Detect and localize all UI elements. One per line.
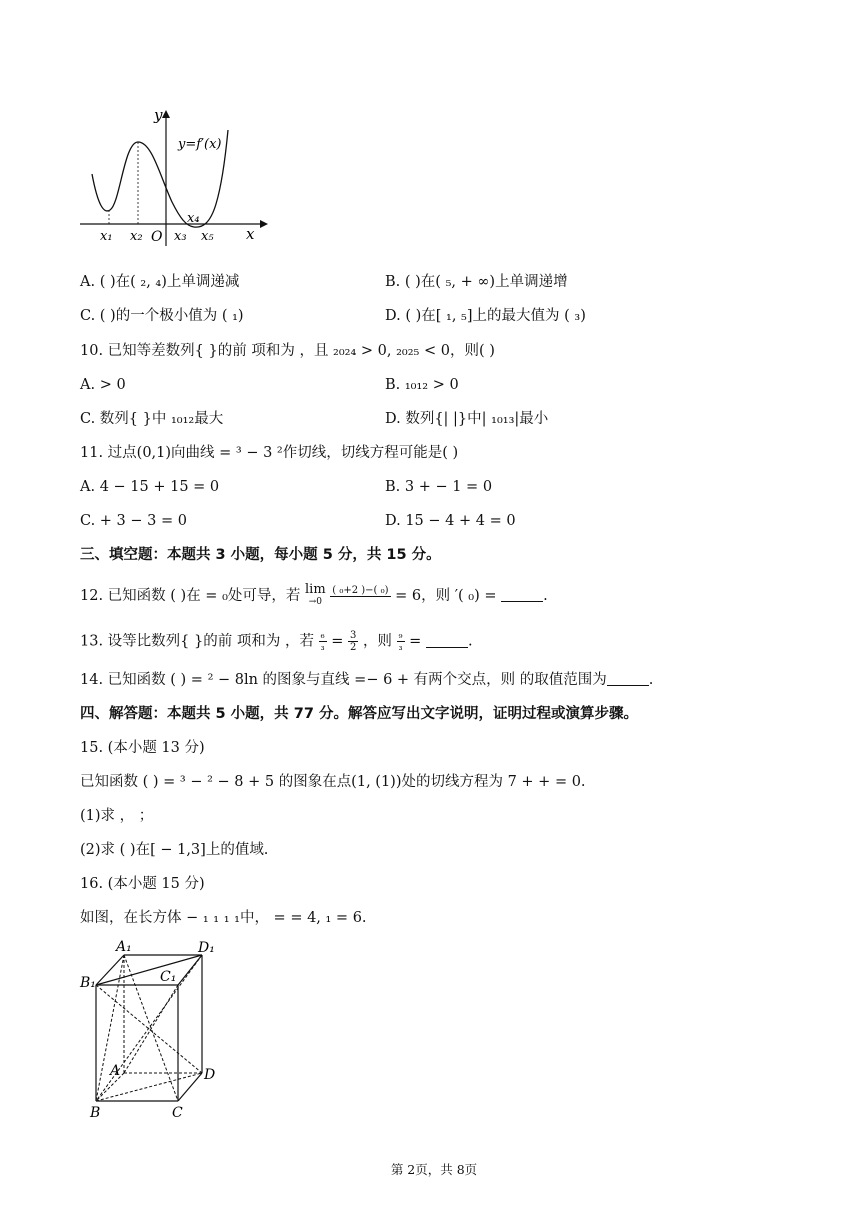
q15-part-1: (1)求 ， ； [80,808,154,824]
curve-label: y=f′(x) [178,137,222,152]
page-footer: 第 2页，共 8页 [390,1162,478,1177]
q14-end: . [648,672,654,688]
q13-then: ，则 [362,633,392,650]
q13-fraction-3 [397,630,405,653]
q12-lim-word: lim [305,582,326,597]
q10-option-b: B. ₁₀₁₂ > 0 [385,377,459,393]
label-d1: D₁ [198,940,215,956]
x5-label: x₅ [201,229,214,244]
q9-option-c: C. ( )的一个极小值为 ( ₁) [80,308,244,324]
cuboid-figure [76,935,236,1120]
q15-part-2: (2)求 ( )在[ − 1,3]上的值域. [80,842,269,858]
derivative-graph [76,106,276,246]
q13-line [80,630,473,653]
x4-label: x₄ [187,211,200,226]
q12-suffix: = 6，则 ′( ₀) = [395,588,497,604]
q13-f2-den: 2 [349,642,357,653]
diag-b1-d1 [96,955,202,985]
edge-c-d [178,1073,202,1101]
diag-c1-a [124,985,178,1073]
label-c1: C₁ [160,969,177,985]
q11-option-d: D. 15 − 4 + 4 = 0 [385,513,516,529]
label-a: A [110,1063,121,1079]
x2-label: x₂ [130,229,143,244]
q10-option-c: C. 数列{ }中 ₁₀₁₂最大 [80,411,224,427]
q16-stem: 如图，在长方体 − ₁ ₁ ₁ ₁中， = = 4, ₁ = 6. [80,910,367,926]
q11-option-c: C. + 3 − 3 = 0 [80,513,187,529]
section-3-heading: 三、填空题：本题共 3 小题，每小题 5 分，共 15 分。 [80,547,441,563]
label-c: C [172,1105,183,1120]
q13-fraction-1 [319,630,327,653]
diag-a1-b [96,955,124,1101]
q16-heading: 16. (本小题 15 分) [80,876,205,892]
q14-text: 14. 已知函数 ( ) = ² − 8ln 的图象与直线 =− 6 + 有两个交点，则 的取值范围为 [80,672,607,688]
q15-stem: 已知函数 ( ) = ³ − ² − 8 + 5 的图象在点(1, (1))处的切线方程为 7 + + = 0. [80,774,586,790]
x-axis-arrow [260,220,268,228]
x-axis-label: x [246,225,255,243]
q12-frac-den [330,597,390,608]
q13-mid: = [331,633,344,650]
q12-prefix: 12. 已知函数 ( )在 = ₀处可导，若 [80,588,301,604]
origin-label: O [151,229,163,245]
x3-label: x₃ [174,229,187,244]
label-d: D [204,1067,216,1083]
q10-option-a: A. > 0 [80,377,126,393]
label-b1: B₁ [80,975,96,991]
q13-f2-num: 3 [349,630,357,641]
q15-heading: 15. (本小题 13 分) [80,740,205,756]
q13-fraction-2 [348,630,358,653]
q13-f3-den: ₃ [398,642,403,653]
q13-prefix: 13. 设等比数列{ }的前 项和为 ，若 [80,633,314,650]
y-axis-arrow [162,110,170,118]
q12-line [80,584,548,608]
q12-answer-blank[interactable] [501,587,543,602]
q10-stem: 10. 已知等差数列{ }的前 项和为 ，且 ₂₀₂₄ > 0, ₂₀₂₅ < 0，则( ) [80,343,495,359]
label-a1: A₁ [116,939,132,955]
q13-f1-num: ₆ [320,630,325,641]
q14-answer-blank[interactable] [607,671,649,686]
q13-end: . [467,633,473,650]
q11-option-b: B. 3 + − 1 = 0 [385,479,493,495]
y-axis-label: y [154,106,163,124]
q12-fraction [330,585,390,608]
q11-option-a: A. 4 − 15 + 15 = 0 [80,479,220,495]
q9-option-d: D. ( )在[ ₁, ₅]上的最大值为 ( ₃) [385,308,586,324]
q10-option-d: D. 数列{| |}中| ₁₀₁₃|最小 [385,411,549,427]
label-b: B [90,1105,101,1120]
q12-frac-num: ( ₀+2 )−( ₀) [332,584,389,596]
q12-lim-sub: →0 [308,597,322,607]
q13-answer-blank[interactable] [426,633,468,648]
q13-eq: = [409,633,422,650]
q9-option-b: B. ( )在( ₅, + ∞)上单调递增 [385,274,568,290]
diag-b1-d [96,985,202,1073]
diag-d1-b [96,955,202,1101]
q13-f1-den: ₃ [320,642,325,653]
section-4-heading: 四、解答题：本题共 5 小题，共 77 分。解答应写出文字说明，证明过程或演算步骤。 [80,706,638,722]
q9-option-a: A. ( )在( ₂, ₄)上单调递减 [80,274,240,290]
x1-label: x₁ [100,229,113,244]
q12-limit [305,584,326,608]
q12-end: . [543,588,548,604]
q13-f3-num: ₉ [398,630,403,641]
q14-line [80,670,653,690]
q11-stem: 11. 过点(0,1)向曲线 = ³ − 3 ²作切线，切线方程可能是( ) [80,445,459,461]
